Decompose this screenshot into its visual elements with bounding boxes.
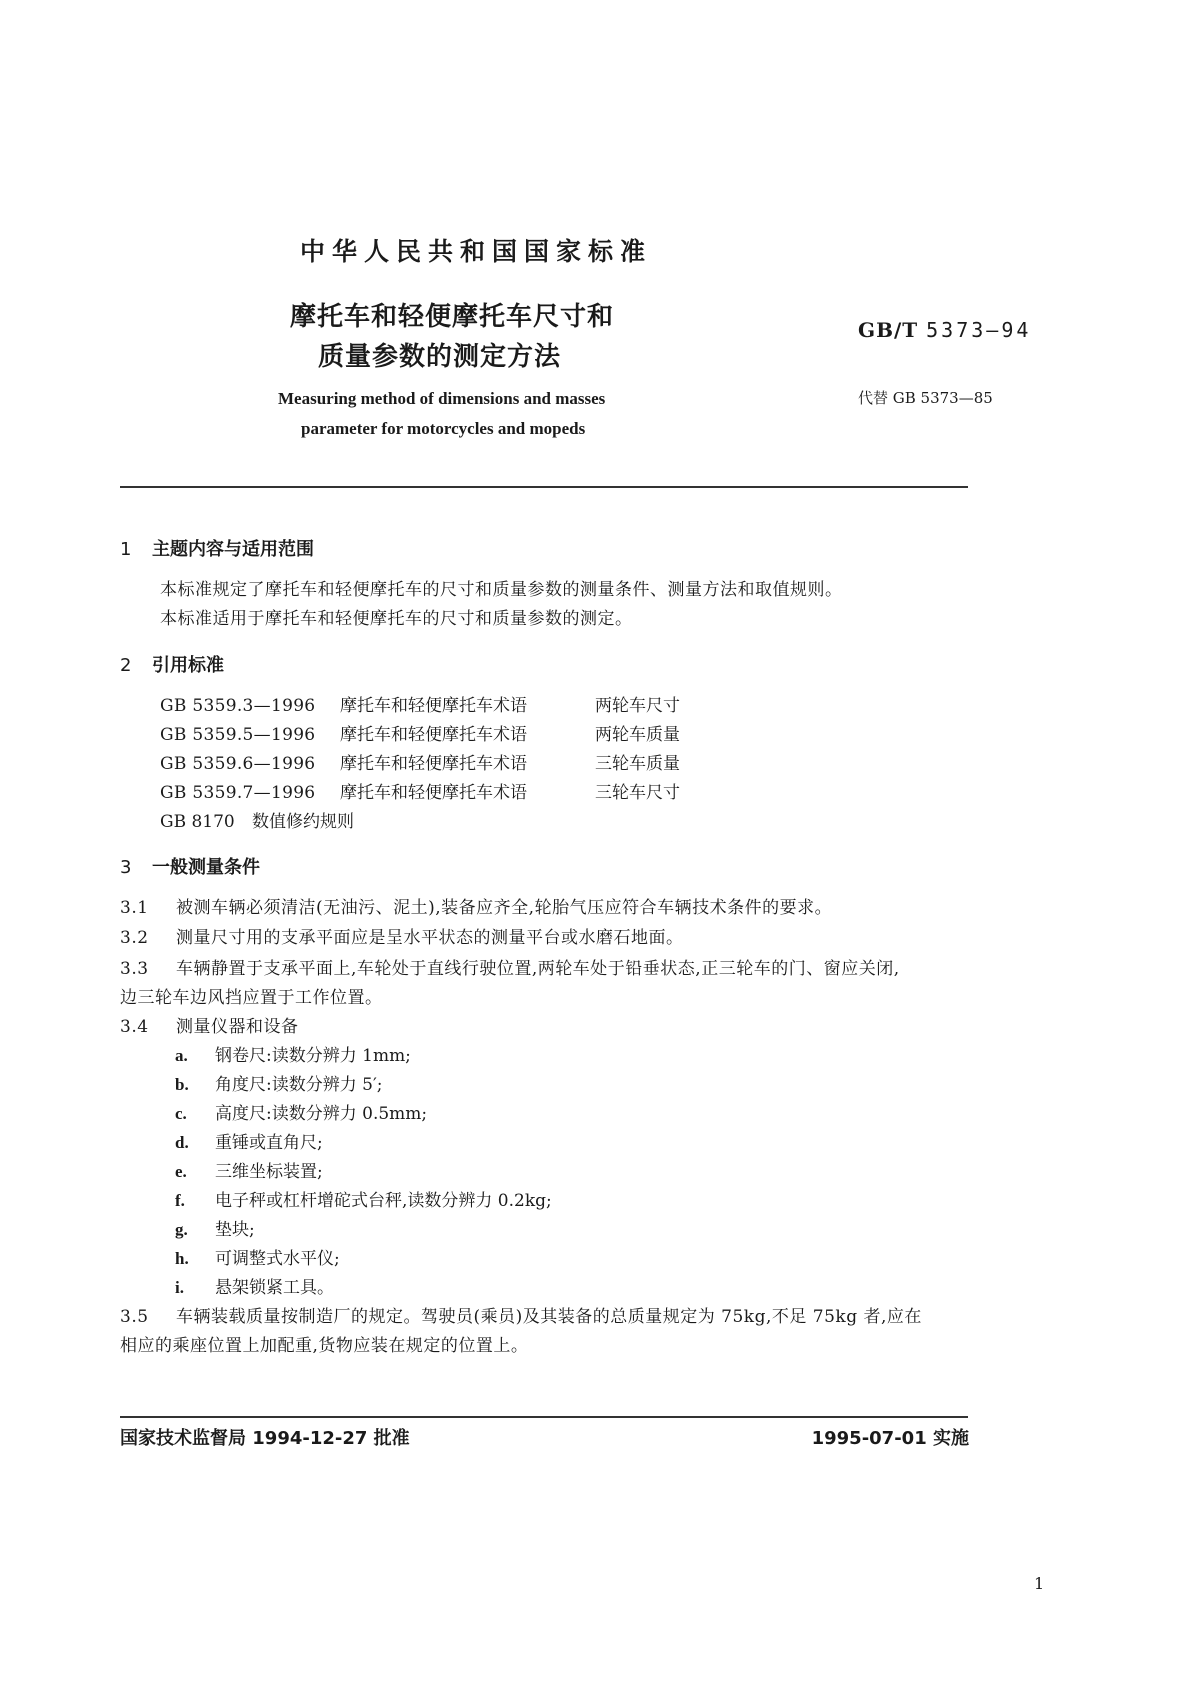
title-cn-line2: 质量参数的测定方法	[318, 342, 562, 372]
section-title: 主题内容与适用范围	[152, 539, 314, 560]
clause-3-4	[120, 1012, 299, 1037]
item-text: 电子秤或杠杆增砣式台秤,读数分辨力 0.2kg;	[215, 1191, 552, 1211]
clause-number: 3.2	[120, 928, 149, 948]
item-label: d.	[175, 1133, 189, 1152]
item-label: g.	[175, 1220, 188, 1239]
section-number: 1	[120, 539, 132, 560]
section-1-heading	[120, 535, 314, 561]
item-label: a.	[175, 1046, 188, 1065]
clause-text: 测量仪器和设备	[176, 1017, 299, 1037]
item-text: 高度尺:读数分辨力 0.5mm;	[215, 1104, 428, 1124]
standard-number-value: 5373—94	[926, 318, 1032, 342]
reference-row	[160, 807, 354, 832]
reference-row	[160, 720, 680, 745]
item-text: 悬架锁紧工具。	[215, 1278, 334, 1298]
reference-part: 两轮车尺寸	[595, 696, 680, 716]
standard-prefix: GB/T	[858, 318, 919, 342]
section-2-heading	[120, 651, 224, 677]
clause-3-1	[120, 893, 832, 918]
reference-name: 摩托车和轻便摩托车术语	[340, 725, 527, 745]
item-text: 可调整式水平仪;	[215, 1249, 340, 1269]
reference-code: GB 5359.6—1996	[160, 754, 316, 774]
clause-number: 3.3	[120, 959, 149, 979]
equipment-item	[175, 1215, 255, 1240]
equipment-item	[175, 1273, 334, 1298]
equipment-item	[175, 1070, 383, 1095]
section-3-heading	[120, 853, 260, 879]
section-1-para-2: 本标准适用于摩托车和轻便摩托车的尺寸和质量参数的测定。	[160, 609, 633, 629]
item-text: 重锤或直角尺;	[215, 1133, 323, 1153]
equipment-item	[175, 1186, 552, 1211]
clause-number: 3.1	[120, 898, 149, 918]
reference-name: 摩托车和轻便摩托车术语	[340, 696, 527, 716]
equipment-item	[175, 1244, 340, 1269]
clause-text: 车辆装载质量按制造厂的规定。驾驶员(乘员)及其装备的总质量规定为 75kg,不足 75kg 者,应在	[176, 1307, 922, 1327]
reference-part: 三轮车质量	[595, 754, 680, 774]
equipment-item	[175, 1157, 323, 1182]
item-label: i.	[175, 1278, 184, 1297]
reference-row	[160, 778, 680, 803]
clause-3-3-continuation: 边三轮车边风挡应置于工作位置。	[120, 988, 383, 1008]
reference-name: 摩托车和轻便摩托车术语	[340, 754, 527, 774]
title-cn-line1: 摩托车和轻便摩托车尺寸和	[290, 302, 615, 332]
reference-name: 数值修约规则	[252, 812, 354, 832]
item-label: f.	[175, 1191, 185, 1210]
item-label: h.	[175, 1249, 189, 1268]
equipment-item	[175, 1041, 411, 1066]
reference-code: GB 5359.7—1996	[160, 783, 316, 803]
clause-text: 车辆静置于支承平面上,车轮处于直线行驶位置,两轮车处于铅垂状态,正三轮车的门、窗应关闭,	[176, 959, 900, 979]
replaces-note: 代替 GB 5373—85	[858, 389, 993, 407]
item-label: b.	[175, 1075, 189, 1094]
reference-code: GB 8170	[160, 812, 235, 832]
section-title: 引用标准	[152, 655, 224, 676]
section-number: 3	[120, 857, 132, 878]
clause-3-5	[120, 1302, 922, 1327]
reference-name: 摩托车和轻便摩托车术语	[340, 783, 527, 803]
item-text: 垫块;	[215, 1220, 255, 1240]
section-1-para-1: 本标准规定了摩托车和轻便摩托车的尺寸和质量参数的测量条件、测量方法和取值规则。	[160, 580, 843, 600]
reference-row	[160, 691, 680, 716]
item-text: 钢卷尺:读数分辨力 1mm;	[215, 1046, 411, 1066]
footer-rule	[120, 1416, 968, 1418]
item-text: 角度尺:读数分辨力 5′;	[215, 1075, 383, 1095]
reference-part: 两轮车质量	[595, 725, 680, 745]
effective-date: 1995-07-01 实施	[811, 1428, 969, 1449]
clause-3-3	[120, 954, 900, 979]
section-number: 2	[120, 655, 132, 676]
page-number: 1	[1034, 1574, 1045, 1593]
reference-code: GB 5359.3—1996	[160, 696, 316, 716]
item-text: 三维坐标装置;	[215, 1162, 323, 1182]
clause-3-2	[120, 923, 684, 948]
standard-number	[858, 318, 1031, 342]
country-standard-heading: 中华人民共和国国家标准	[300, 237, 653, 266]
item-label: c.	[175, 1104, 187, 1123]
clause-text: 测量尺寸用的支承平面应是呈水平状态的测量平台或水磨石地面。	[176, 928, 684, 948]
clause-3-5-continuation: 相应的乘座位置上加配重,货物应装在规定的位置上。	[120, 1336, 529, 1356]
clause-text: 被测车辆必须清洁(无油污、泥土),装备应齐全,轮胎气压应符合车辆技术条件的要求。	[176, 898, 833, 918]
reference-row	[160, 749, 680, 774]
title-en-line2: parameter for motorcycles and mopeds	[301, 419, 586, 438]
item-label: e.	[175, 1162, 187, 1181]
title-en-line1: Measuring method of dimensions and masses	[278, 389, 606, 408]
header-rule	[120, 486, 968, 488]
reference-code: GB 5359.5—1996	[160, 725, 316, 745]
section-title: 一般测量条件	[152, 857, 260, 878]
reference-part: 三轮车尺寸	[595, 783, 680, 803]
equipment-item	[175, 1099, 427, 1124]
equipment-item	[175, 1128, 323, 1153]
approval-date: 国家技术监督局 1994-12-27 批准	[120, 1428, 410, 1449]
clause-number: 3.5	[120, 1307, 149, 1327]
clause-number: 3.4	[120, 1017, 149, 1037]
